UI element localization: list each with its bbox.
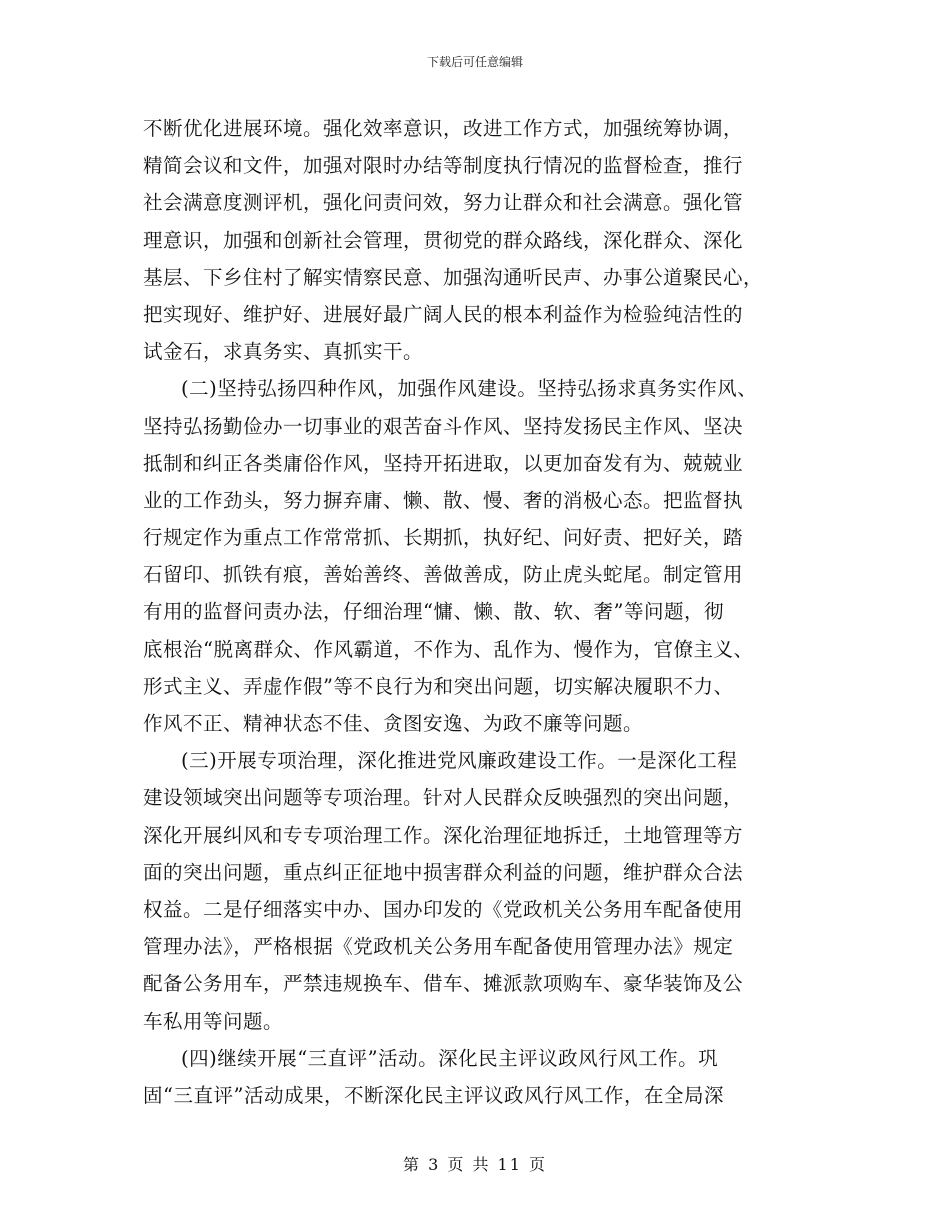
text-line-1: 不断优化进展环境。强化效率意识，改进工作方式，加强统筹协调， [143, 117, 744, 140]
text-line-20: 深化开展纠风和专专项治理工作。深化治理征地拆迁，土地管理等方 [143, 823, 744, 847]
text-line-21: 面的突出问题，重点纠正征地中损害群众利益的问题，维护群众合法 [143, 860, 744, 884]
text-line-7: 试金石，求真务实、真抓实干。 [143, 340, 424, 364]
text-line-12: 行规定作为重点工作常常抓、长期抓，执好纪、问好责、把好关，踏 [143, 526, 744, 550]
text-line-23: 管理办法》，严格根据《党政机关公务用车配备使用管理办法》规定 [143, 935, 734, 959]
document-body [143, 110, 818, 1114]
text-line-18: (三)开展专项治理，深化推进党风廉政建设工作。一是深化工程 [181, 749, 738, 773]
text-line-6: 把实现好、维护好、进展好最广阔人民的根本利益作为检验纯洁性的 [143, 302, 744, 326]
page-number: 第 3 页 共 11 页 [403, 1155, 547, 1174]
text-line-14: 有用的监督问责办法，仔细治理“慵、懒、散、软、奢”等问题，彻 [143, 600, 724, 624]
text-line-17: 作风不正、精神状态不佳、贪图安逸、为政不廉等问题。 [143, 712, 644, 735]
text-line-3: 社会满意度测评机，强化问责问效，努力让群众和社会满意。强化管 [143, 191, 744, 215]
text-line-24: 配备公务用车，严禁违规换车、借车、摊派款项购车、豪华装饰及公 [143, 972, 744, 996]
text-line-16: 形式主义、弄虚作假”等不良行为和突出问题，切实解决履职不力、 [143, 674, 734, 698]
text-line-2: 精简会议和文件，加强对限时办结等制度执行情况的监督检查，推行 [143, 154, 744, 178]
text-line-15: 底根治“脱离群众、作风霸道，不作为、乱作为、慢作为，官僚主义、 [143, 637, 754, 661]
text-line-10: 抵制和纠正各类庸俗作风，坚持开拓进取，以更加奋发有为、兢兢业 [143, 451, 744, 475]
text-line-27: 固“三直评”活动成果，不断深化民主评议政风行风工作，在全局深 [143, 1083, 724, 1107]
page-header: 下载后可任意编辑 [426, 55, 523, 69]
text-line-25: 车私用等问题。 [143, 1009, 284, 1033]
text-line-9: 坚持弘扬勤俭办一切事业的艰苦奋斗作风、坚持发扬民主作风、坚决 [143, 414, 744, 438]
text-line-11: 业的工作劲头，努力摒弃庸、懒、散、慢、奢的消极心态。把监督执 [143, 488, 744, 512]
text-line-8: (二)坚持弘扬四种作风，加强作风建设。坚持弘扬求真务实作风、 [181, 377, 758, 401]
text-line-4: 理意识，加强和创新社会管理，贯彻党的群众路线，深化群众、深化 [143, 228, 744, 252]
text-line-22: 权益。二是仔细落实中办、国办印发的《党政机关公务用车配备使用 [143, 897, 744, 921]
text-line-5: 基层、下乡住村了解实情察民意、加强沟通听民声、办事公道聚民心， [143, 265, 764, 289]
text-line-19: 建设领域突出问题等专项治理。针对人民群众反映强烈的突出问题， [143, 786, 744, 810]
text-line-26: (四)继续开展“三直评”活动。深化民主评议政风行风工作。巩 [181, 1046, 719, 1070]
text-line-13: 石留印、抓铁有痕，善始善终、善做善成，防止虎头蛇尾。制定管用 [143, 563, 744, 587]
